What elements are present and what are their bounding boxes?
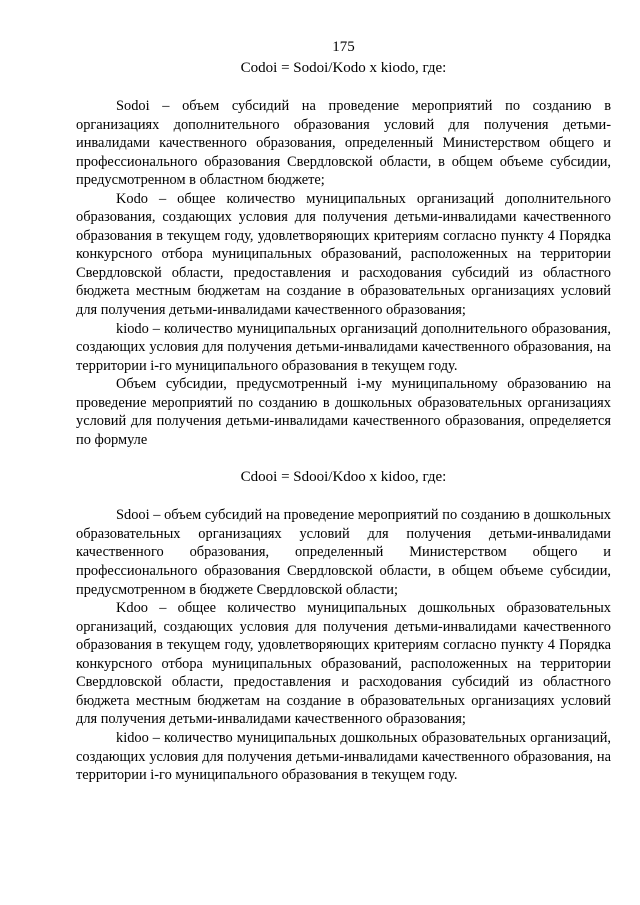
paragraph-preschool-intro: Объем субсидии, предусмотренный i-му муниципальному образованию на проведение мероприятий по созданию в дошкольных образовательных организациях условий для получения детьми-инвалидами качественного образования, определяется по формуле xyxy=(76,376,611,448)
paragraph-sodoi-definition: Sodoi – объем субсидий на проведение мероприятий по созданию в организациях дополнительного образования условий для получения детьми-инвалидами качественного образования, определенный Министерством общего и профессионального образования Свердловской области, в общем объеме субсидии, предусмотренном в областном бюджете; xyxy=(76,98,611,189)
formula-codoi: Codoi = Sodoi/Kodo x kiodo, где: xyxy=(240,60,447,76)
paragraph-kidoo-definition: kidoo – количество муниципальных дошкольных образовательных организаций, создающих условия для получения детьми-инвалидами качественного образования, на территории i-го муниципального образования в текущем году. xyxy=(76,729,611,784)
paragraph-kodo-definition: Kodo – общее количество муниципальных организаций дополнительного образования, создающих условия для получения детьми-инвалидами качественного образования в текущем году, удовлетворяющих критериям согласно пункту 4 Порядка конкурсного отбора муниципальных образований, расположенных на территории Свердловской области, предоставления и расходования субсидий из областного бюджета местным бюджетам на создание в образовательных организациях условий для получения детьми-инвалидами качественного образования; xyxy=(76,190,611,319)
paragraph-kiodo-definition: kiodo – количество муниципальных организаций дополнительного образования, создающих условия для получения детьми-инвалидами качественного образования, на территории i-го муниципального образования в текущем году. xyxy=(76,320,611,374)
page-number: 175 xyxy=(332,39,355,55)
formula-cdooi: Cdooi = Sdooi/Kdoo x kidoo, где: xyxy=(240,469,447,486)
paragraph-sdooi-definition: Sdooi – объем субсидий на проведение мероприятий по созданию в дошкольных образовательных организациях условий для получения детьми-инвалидами качественного образования, определенный Министерством общего и профессионального образования Свердловской области, в общем объеме субсидии, предусмотренном в бюджете Свердловской области; xyxy=(76,507,611,598)
paragraph-kdoo-definition: Kdoo – общее количество муниципальных дошкольных образовательных организаций, создающих условия для получения детьми-инвалидами качественного образования в текущем году, удовлетворяющих критериям согласно пункту 4 Порядка конкурсного отбора муниципальных образований, расположенных на территории Свердловской области, предоставления и расходования субсидий из областного бюджета местным бюджетам на создание в образовательных организациях условий для получения детьми-инвалидами качественного образования; xyxy=(76,600,611,728)
